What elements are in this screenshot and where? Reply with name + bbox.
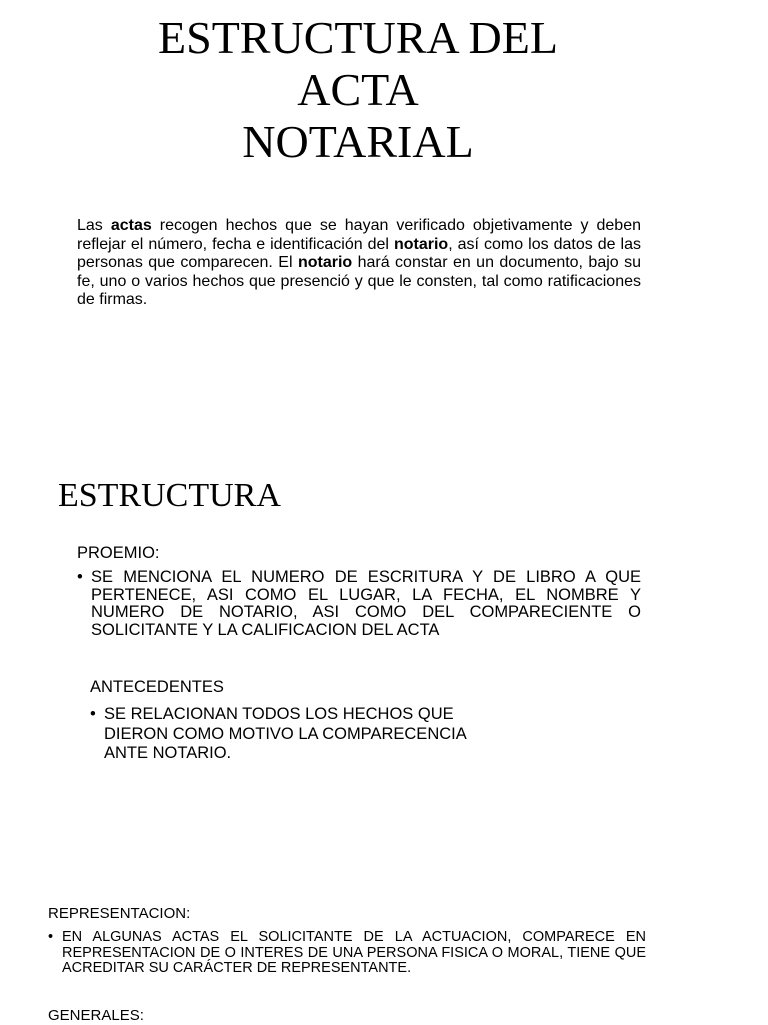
representacion-bullet-text: EN ALGUNAS ACTAS EL SOLICITANTE DE LA ACTUACION, COMPARECE EN REPRESENTACION DE O INTERES DE UNA PERSONA FISICA O MORAL, TIENE QUE ACREDITAR SU CARÁCTER DE REPRESENTANTE.: [62, 929, 646, 976]
intro-text-4: hará constar en un documento, bajo su fe, uno o varios hechos que presenció y que le consten, tal como ratificaciones de firmas.: [77, 254, 642, 308]
intro-bold-notario-1: notario: [393, 235, 449, 253]
intro-text-3: , así como los datos de las personas que comparecen. El: [77, 235, 641, 271]
bullet-dot: •: [90, 705, 96, 723]
proemio-label: PROEMIO:: [77, 544, 160, 562]
title-line-1: ESTRUCTURA DEL: [158, 12, 558, 63]
bullet-dot: •: [48, 929, 54, 945]
generales-label: GENERALES:: [48, 1007, 144, 1024]
antecedentes-line-1: SE RELACIONAN TODOS LOS HECHOS QUE: [104, 705, 454, 723]
intro-text-2: recogen hechos que se hayan verificado objetivamente y deben reflejar el número, fecha e identificación del: [77, 217, 641, 253]
representacion-label: REPRESENTACION:: [48, 905, 191, 922]
intro-paragraph: [77, 217, 641, 310]
intro-bold-notario-2: notario: [297, 254, 353, 271]
antecedentes-line-3: ANTE NOTARIO.: [104, 744, 232, 762]
proemio-bullet: [77, 569, 641, 639]
intro-text-1: Las: [77, 217, 111, 234]
antecedentes-label: ANTECEDENTES: [90, 678, 224, 696]
bullet-dot: •: [77, 568, 83, 586]
proemio-bullet-text: SE MENCIONA EL NUMERO DE ESCRITURA Y DE LIBRO A QUE PERTENECE, ASI COMO EL LUGAR, LA FECHA, EL NOMBRE Y NUMERO DE NOTARIO, ASI COMO DEL COMPARECIENTE O SOLICITANTE Y LA CALIFICACION DEL ACTA: [91, 568, 641, 639]
title-line-3: NOTARIAL: [242, 116, 474, 167]
intro-bold-actas: actas: [110, 217, 152, 234]
antecedentes-bullet: [90, 705, 467, 764]
representacion-bullet: [48, 930, 646, 977]
antecedentes-line-2: DIERON COMO MOTIVO LA COMPARECENCIA: [104, 724, 467, 743]
section-heading: ESTRUCTURA: [58, 477, 281, 514]
page-title: [0, 12, 716, 168]
title-line-2: ACTA: [297, 64, 419, 115]
